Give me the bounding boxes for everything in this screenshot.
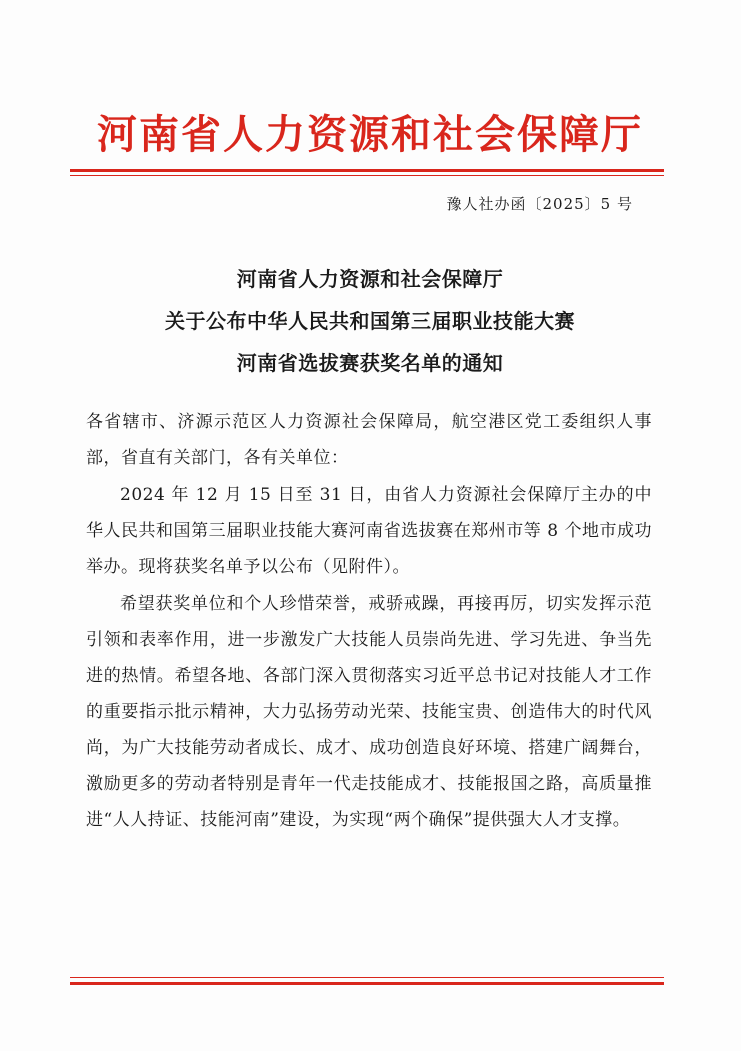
document-title (70, 258, 670, 384)
title-line-2: 关于公布中华人民共和国第三届职业技能大赛 (165, 309, 575, 333)
addressee-paragraph: 各省辖市、济源示范区人力资源社会保障局，航空港区党工委组织人事部，省直有关部门，各有关单位： (86, 412, 652, 468)
document-number: 豫人社办函〔2025〕5 号 (446, 195, 633, 213)
body-paragraph-1: 2024 年 12 月 15 日至 31 日，由省人力资源社会保障厅主办的中华人民共和国第三届职业技能大赛河南省选拔赛在郑州市等 8 个地市成功举办。现将获奖名单予以公布（见附件）。 (86, 485, 652, 577)
footer-rule-thin (70, 977, 664, 978)
title-line-1: 河南省人力资源和社会保障厅 (236, 267, 504, 291)
footer-rule-thick (70, 982, 664, 985)
letterhead-org-name: 河南省人力资源和社会保障厅 (97, 111, 643, 158)
document-body (86, 404, 652, 839)
body-paragraph-2: 希望获奖单位和个人珍惜荣誉，戒骄戒躁，再接再厉，切实发挥示范引领和表率作用，进一步激发广大技能人员崇尚先进、学习先进、争当先进的热情。希望各地、各部门深入贯彻落实习近平总书记对技能人才工作的重要指示批示精神，大力弘扬劳动光荣、技能宝贵、创造伟大的时代风尚，为广大技能劳动者成长、成才、成功创造良好环境、搭建广阔舞台，激励更多的劳动者特别是青年一代走技能成才、技能报国之路，高质量推进“人人持证、技能河南”建设，为实现“两个确保”提供强大人才支撑。 (86, 594, 652, 830)
letterhead-rule-thick (70, 169, 664, 172)
letterhead-rule-thin (70, 175, 664, 176)
title-line-3: 河南省选拔赛获奖名单的通知 (236, 351, 504, 375)
